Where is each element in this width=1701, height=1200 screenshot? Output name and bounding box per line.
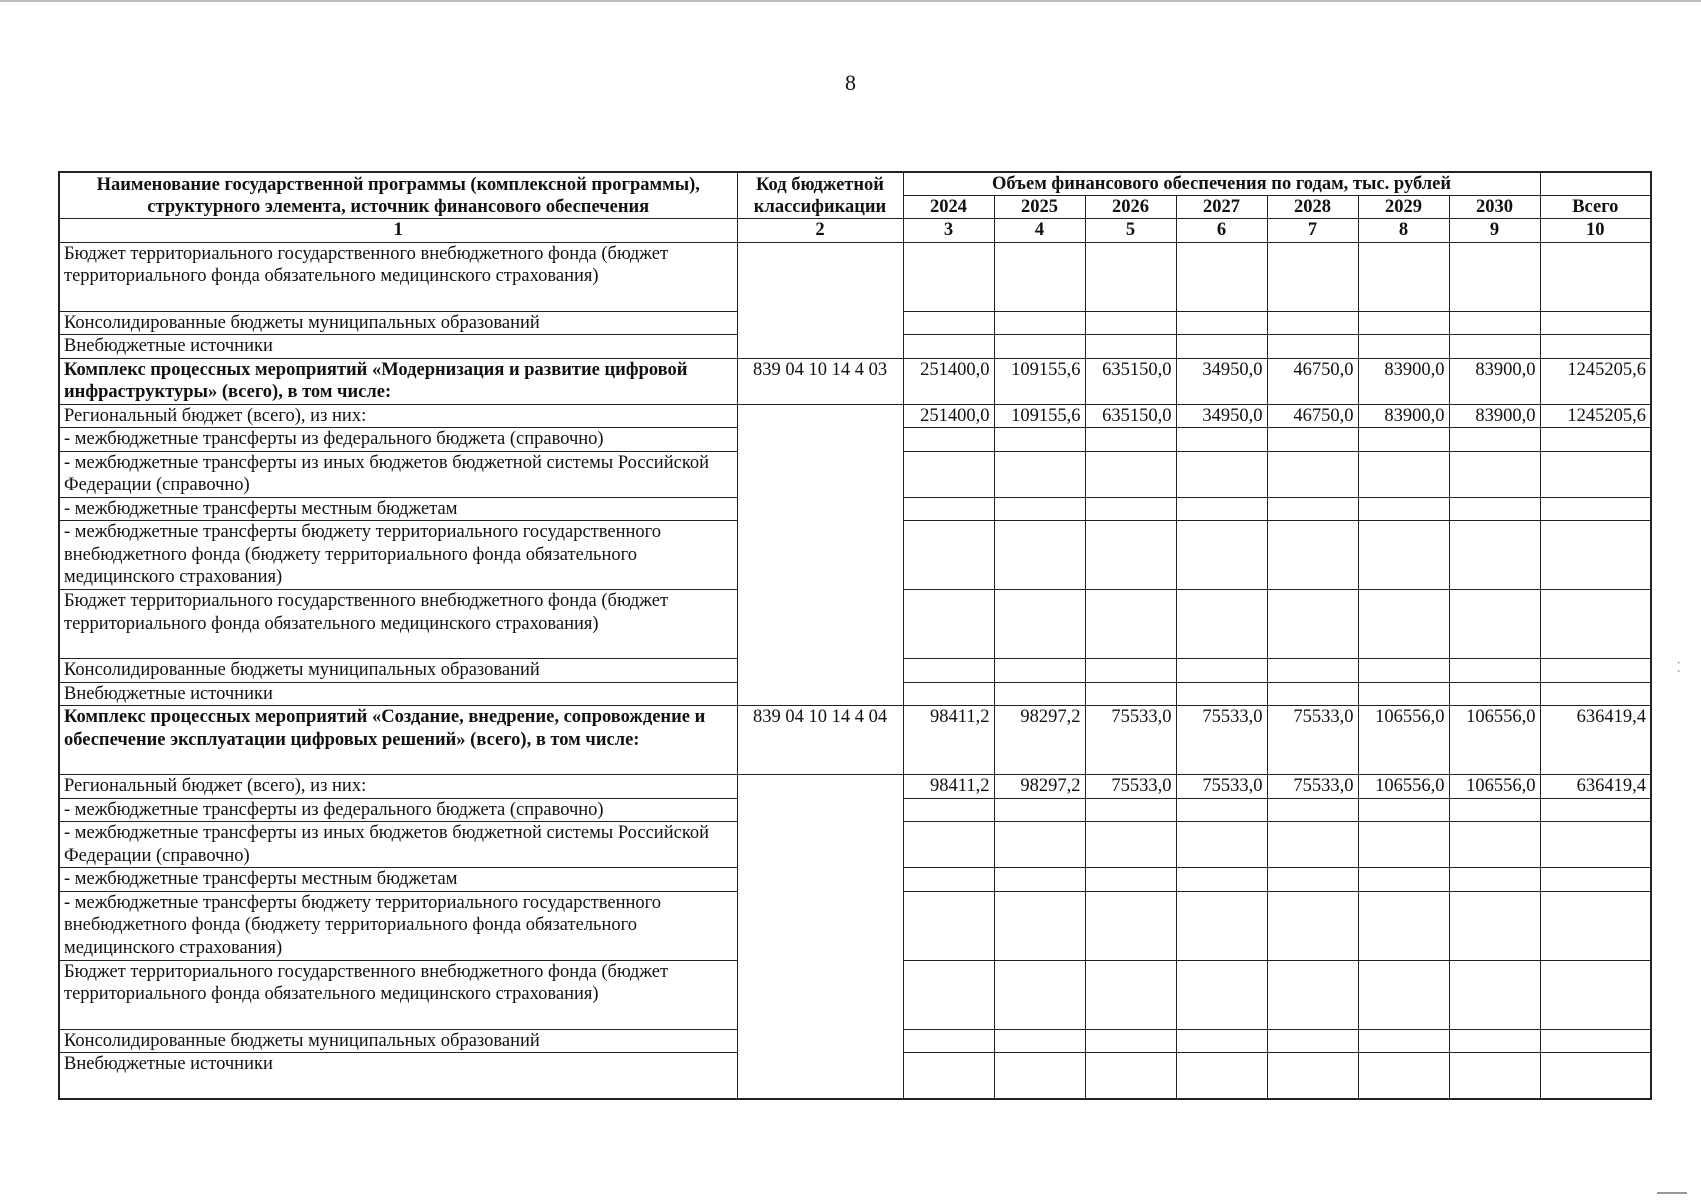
year-value — [903, 682, 994, 706]
year-value — [903, 590, 994, 659]
year-value — [994, 868, 1085, 892]
year-value — [1085, 451, 1176, 497]
year-value — [903, 451, 994, 497]
column-number: 8 — [1358, 219, 1449, 243]
row-label: - межбюджетные трансферты из иных бюджетов бюджетной системы Российской Федерации (справочно) — [59, 451, 737, 497]
table-row — [59, 706, 1651, 775]
year-value — [1267, 1053, 1358, 1099]
column-number: 10 — [1540, 219, 1651, 243]
year-value: 106556,0 — [1358, 706, 1449, 775]
year-value — [1085, 868, 1176, 892]
row-label: Бюджет территориального государственного внебюджетного фонда (бюджет территориального фонда обязательного медицинского страхования) — [59, 960, 737, 1029]
year-value — [1358, 798, 1449, 822]
year-value — [1449, 521, 1540, 590]
column-number: 1 — [59, 219, 737, 243]
year-value — [1176, 822, 1267, 868]
row-label: Консолидированные бюджеты муниципальных образований — [59, 1029, 737, 1053]
year-value — [903, 521, 994, 590]
year-value: 109155,6 — [994, 358, 1085, 404]
year-value — [1267, 335, 1358, 359]
year-value: 83900,0 — [1449, 404, 1540, 428]
year-value — [1176, 960, 1267, 1029]
year-value: 98297,2 — [994, 706, 1085, 775]
year-value — [1267, 682, 1358, 706]
year-value: 75533,0 — [1085, 775, 1176, 799]
year-value — [1085, 311, 1176, 335]
financing-table — [58, 171, 1652, 1100]
year-value — [994, 428, 1085, 452]
row-label: Бюджет территориального государственного внебюджетного фонда (бюджет территориального фонда обязательного медицинского страхования) — [59, 590, 737, 659]
year-value: 83900,0 — [1449, 358, 1540, 404]
year-value: 34950,0 — [1176, 358, 1267, 404]
year-value — [1085, 1029, 1176, 1053]
year-value — [903, 1053, 994, 1099]
row-label: Консолидированные бюджеты муниципальных образований — [59, 659, 737, 683]
year-value — [1267, 590, 1358, 659]
year-value — [1449, 822, 1540, 868]
year-value: 98297,2 — [994, 775, 1085, 799]
row-label: Внебюджетные источники — [59, 682, 737, 706]
year-value: 46750,0 — [1267, 358, 1358, 404]
year-value — [1085, 1053, 1176, 1099]
year-value: 83900,0 — [1358, 358, 1449, 404]
total-value — [1540, 311, 1651, 335]
total-value — [1540, 451, 1651, 497]
total-value: 636419,4 — [1540, 706, 1651, 775]
total-value — [1540, 1029, 1651, 1053]
row-label: Консолидированные бюджеты муниципальных образований — [59, 311, 737, 335]
year-value — [1358, 1053, 1449, 1099]
year-value — [1358, 682, 1449, 706]
year-value — [1267, 451, 1358, 497]
year-value — [903, 659, 994, 683]
year-value — [1267, 242, 1358, 311]
header-year: 2028 — [1267, 196, 1358, 219]
year-value: 635150,0 — [1085, 404, 1176, 428]
year-value — [994, 682, 1085, 706]
row-label: Комплекс процессных мероприятий «Создание, внедрение, сопровождение и обеспечение эксплуатации цифровых решений» (всего), в том числе: — [59, 706, 737, 775]
year-value — [1449, 891, 1540, 960]
table-row — [59, 775, 1651, 799]
year-value — [1176, 335, 1267, 359]
row-label: Внебюджетные источники — [59, 335, 737, 359]
year-value — [994, 451, 1085, 497]
column-number: 9 — [1449, 219, 1540, 243]
year-value — [1176, 682, 1267, 706]
budget-code — [737, 242, 903, 358]
year-value — [994, 960, 1085, 1029]
year-value — [903, 798, 994, 822]
row-label: - межбюджетные трансферты из федерального бюджета (справочно) — [59, 428, 737, 452]
row-label: Внебюджетные источники — [59, 1053, 737, 1099]
year-value: 46750,0 — [1267, 404, 1358, 428]
year-value — [903, 311, 994, 335]
year-value: 75533,0 — [1267, 706, 1358, 775]
year-value — [1449, 590, 1540, 659]
year-value — [1176, 242, 1267, 311]
year-value — [1085, 891, 1176, 960]
page-number: 8 — [845, 70, 856, 95]
year-value — [994, 891, 1085, 960]
year-value — [1085, 497, 1176, 521]
year-value — [994, 659, 1085, 683]
table-row — [59, 358, 1651, 404]
total-value — [1540, 1053, 1651, 1099]
year-value — [1267, 1029, 1358, 1053]
year-value — [1449, 311, 1540, 335]
year-value — [1449, 242, 1540, 311]
budget-code — [737, 775, 903, 1099]
total-value — [1540, 590, 1651, 659]
year-value — [994, 1029, 1085, 1053]
year-value — [1267, 891, 1358, 960]
budget-code: 839 04 10 14 4 03 — [737, 358, 903, 404]
year-value — [903, 335, 994, 359]
financing-table-container — [58, 171, 1650, 1100]
year-value — [1267, 868, 1358, 892]
year-value — [1176, 451, 1267, 497]
year-value — [1176, 311, 1267, 335]
year-value — [1358, 1029, 1449, 1053]
year-value — [1085, 428, 1176, 452]
year-value — [994, 521, 1085, 590]
year-value — [1267, 521, 1358, 590]
year-value: 75533,0 — [1085, 706, 1176, 775]
total-value — [1540, 428, 1651, 452]
year-value — [1358, 960, 1449, 1029]
total-value — [1540, 659, 1651, 683]
total-value — [1540, 335, 1651, 359]
year-value: 109155,6 — [994, 404, 1085, 428]
year-value — [1358, 590, 1449, 659]
column-number: 3 — [903, 219, 994, 243]
column-number: 4 — [994, 219, 1085, 243]
year-value — [1358, 891, 1449, 960]
year-value — [1449, 1029, 1540, 1053]
year-value — [1358, 659, 1449, 683]
header-name: Наименование государственной программы (комплексной программы), структурного элемента, источник финансового обеспечения — [59, 172, 737, 219]
header-total-spacer — [1540, 172, 1651, 196]
year-value — [1176, 868, 1267, 892]
column-number-row — [59, 219, 1651, 243]
year-value — [903, 1029, 994, 1053]
year-value — [903, 822, 994, 868]
year-value — [994, 1053, 1085, 1099]
row-label: - межбюджетные трансферты местным бюджетам — [59, 868, 737, 892]
row-label: - межбюджетные трансферты бюджету территориального государственного внебюджетного фонда (бюджету территориального фонда обязательного медицинского страхования) — [59, 521, 737, 590]
year-value — [903, 960, 994, 1029]
year-value — [1085, 822, 1176, 868]
row-label: - межбюджетные трансферты из федерального бюджета (справочно) — [59, 798, 737, 822]
year-value — [1176, 428, 1267, 452]
year-value — [1085, 682, 1176, 706]
year-value — [1176, 1053, 1267, 1099]
year-value — [1176, 521, 1267, 590]
year-value — [1449, 335, 1540, 359]
year-value — [1267, 428, 1358, 452]
year-value: 75533,0 — [1176, 775, 1267, 799]
year-value: 106556,0 — [1449, 706, 1540, 775]
total-value — [1540, 682, 1651, 706]
scan-top-edge — [0, 0, 1701, 2]
row-label: Бюджет территориального государственного внебюджетного фонда (бюджет территориального фонда обязательного медицинского страхования) — [59, 242, 737, 311]
total-value — [1540, 521, 1651, 590]
year-value — [903, 868, 994, 892]
year-value: 75533,0 — [1267, 775, 1358, 799]
year-value — [994, 497, 1085, 521]
row-label: Региональный бюджет (всего), из них: — [59, 404, 737, 428]
year-value: 98411,2 — [903, 775, 994, 799]
header-year: 2025 — [994, 196, 1085, 219]
total-value — [1540, 798, 1651, 822]
year-value — [1449, 659, 1540, 683]
year-value — [1358, 335, 1449, 359]
year-value — [1176, 798, 1267, 822]
year-value: 75533,0 — [1176, 706, 1267, 775]
column-number: 6 — [1176, 219, 1267, 243]
year-value: 34950,0 — [1176, 404, 1267, 428]
scan-margin-mark: ⁚ — [1676, 661, 1681, 676]
header-code: Код бюджетной классификации — [737, 172, 903, 219]
year-value — [903, 891, 994, 960]
year-value — [1267, 822, 1358, 868]
row-label: - межбюджетные трансферты из иных бюджетов бюджетной системы Российской Федерации (справочно) — [59, 822, 737, 868]
year-value — [994, 335, 1085, 359]
year-value — [994, 798, 1085, 822]
year-value — [1176, 659, 1267, 683]
header-volume: Объем финансового обеспечения по годам, тыс. рублей — [903, 172, 1540, 196]
header-year: 2030 — [1449, 196, 1540, 219]
year-value — [1358, 521, 1449, 590]
year-value — [1449, 451, 1540, 497]
year-value — [1085, 659, 1176, 683]
year-value — [1085, 242, 1176, 311]
year-value — [903, 497, 994, 521]
year-value — [1267, 311, 1358, 335]
total-value — [1540, 497, 1651, 521]
total-value: 636419,4 — [1540, 775, 1651, 799]
year-value — [1358, 242, 1449, 311]
year-value: 635150,0 — [1085, 358, 1176, 404]
year-value — [1267, 659, 1358, 683]
total-value: 1245205,6 — [1540, 358, 1651, 404]
row-label: - межбюджетные трансферты местным бюджетам — [59, 497, 737, 521]
column-number: 5 — [1085, 219, 1176, 243]
year-value — [903, 242, 994, 311]
total-value — [1540, 868, 1651, 892]
table-row — [59, 404, 1651, 428]
year-value — [1176, 891, 1267, 960]
column-number: 7 — [1267, 219, 1358, 243]
year-value — [1358, 822, 1449, 868]
scan-bottom-edge — [1657, 1192, 1687, 1194]
year-value — [1176, 497, 1267, 521]
header-year: 2026 — [1085, 196, 1176, 219]
year-value — [1358, 497, 1449, 521]
year-value — [1449, 868, 1540, 892]
year-value — [1176, 590, 1267, 659]
header-year: 2027 — [1176, 196, 1267, 219]
total-value: 1245205,6 — [1540, 404, 1651, 428]
year-value — [1085, 335, 1176, 359]
year-value: 251400,0 — [903, 404, 994, 428]
header-total: Всего — [1540, 196, 1651, 219]
year-value — [1085, 521, 1176, 590]
total-value — [1540, 242, 1651, 311]
year-value — [1449, 960, 1540, 1029]
year-value — [1085, 798, 1176, 822]
budget-code — [737, 404, 903, 706]
year-value — [994, 242, 1085, 311]
year-value: 98411,2 — [903, 706, 994, 775]
year-value — [994, 822, 1085, 868]
year-value — [1176, 1029, 1267, 1053]
year-value — [1267, 798, 1358, 822]
row-label: - межбюджетные трансферты бюджету территориального государственного внебюджетного фонда (бюджету территориального фонда обязательного медицинского страхования) — [59, 891, 737, 960]
total-value — [1540, 960, 1651, 1029]
total-value — [1540, 891, 1651, 960]
year-value — [994, 311, 1085, 335]
year-value — [1085, 960, 1176, 1029]
year-value: 83900,0 — [1358, 404, 1449, 428]
year-value — [1358, 868, 1449, 892]
year-value — [1085, 590, 1176, 659]
year-value — [1267, 497, 1358, 521]
year-value — [1449, 798, 1540, 822]
row-label: Региональный бюджет (всего), из них: — [59, 775, 737, 799]
header-year: 2029 — [1358, 196, 1449, 219]
year-value — [1358, 311, 1449, 335]
table-row — [59, 242, 1651, 311]
year-value — [1449, 497, 1540, 521]
total-value — [1540, 822, 1651, 868]
year-value — [1449, 428, 1540, 452]
year-value — [1449, 1053, 1540, 1099]
column-number: 2 — [737, 219, 903, 243]
year-value — [1267, 960, 1358, 1029]
year-value — [903, 428, 994, 452]
year-value: 251400,0 — [903, 358, 994, 404]
year-value — [1358, 428, 1449, 452]
row-label: Комплекс процессных мероприятий «Модернизация и развитие цифровой инфраструктуры» (всего), в том числе: — [59, 358, 737, 404]
year-value: 106556,0 — [1358, 775, 1449, 799]
year-value — [1358, 451, 1449, 497]
year-value: 106556,0 — [1449, 775, 1540, 799]
year-value — [994, 590, 1085, 659]
year-value — [1449, 682, 1540, 706]
header-year: 2024 — [903, 196, 994, 219]
budget-code: 839 04 10 14 4 04 — [737, 706, 903, 775]
